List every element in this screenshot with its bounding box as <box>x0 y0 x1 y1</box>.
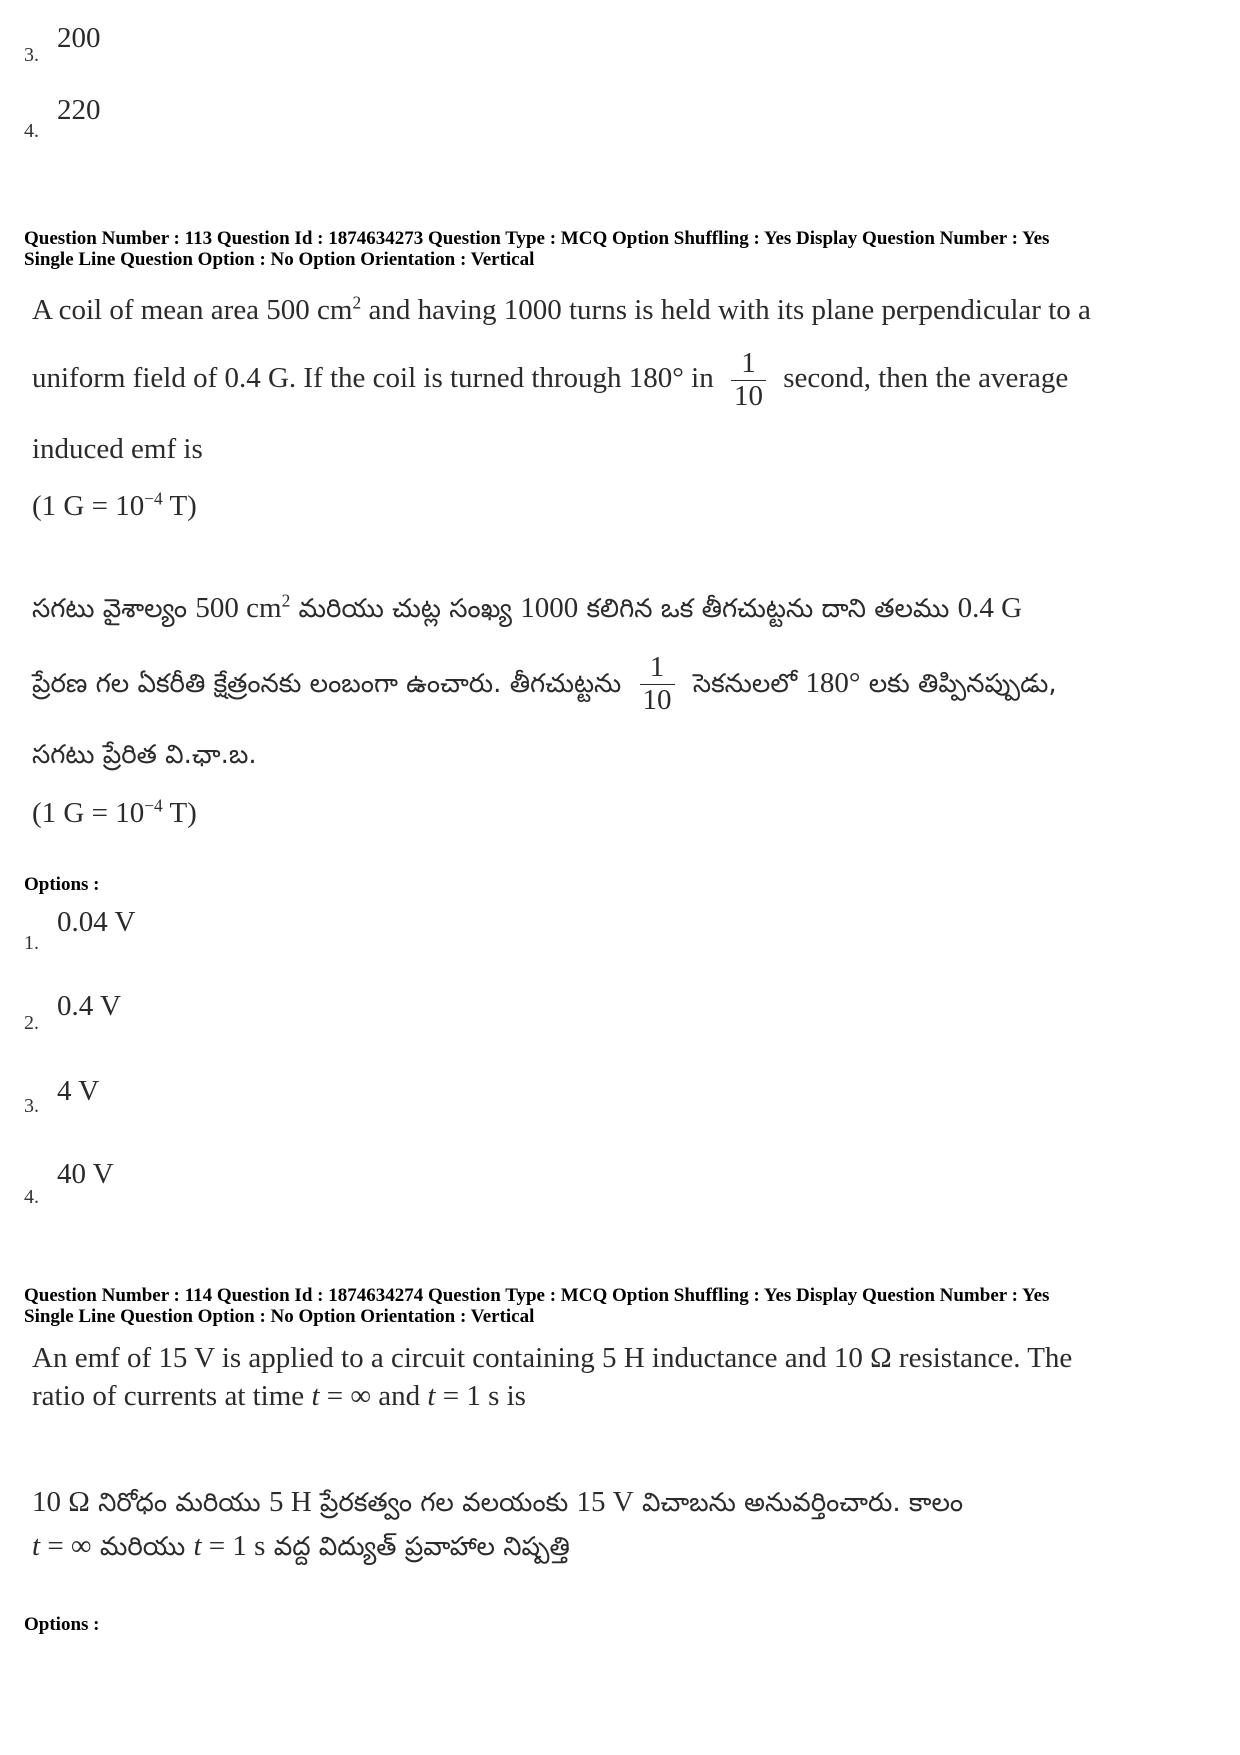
fraction: $\frac{1}{10}$ <box>640 652 675 717</box>
option-value: 0.4 V <box>57 990 121 1022</box>
question-meta-line-2: Single Line Question Option : No Option Orientation : Vertical <box>24 249 535 270</box>
option-number: 2. <box>24 1012 39 1034</box>
question-telugu-line-2: ప్రేరణ గల ఏకరీతి క్షేత్రంనకు లంబంగా ఉంచారు. తీగచుట్టను $\frac{1}{10}$ సెకనులలో 180° లకు తిప్పినప్పుడు, <box>32 651 1057 716</box>
question-meta-line-2: Single Line Question Option : No Option Orientation : Vertical <box>24 1306 535 1327</box>
option-4[interactable] <box>24 1158 114 1208</box>
option-number: 4. <box>24 120 39 142</box>
option-number: 3. <box>24 44 39 66</box>
option-number: 1. <box>24 932 39 954</box>
options-label: Options : <box>24 1614 100 1635</box>
question-english-line-4: (1 $G = 10^{-4}$ T) <box>32 488 197 522</box>
question-english-line-1: An emf of 15 V is applied to a circuit containing 5 H inductance and 10 Ω resistance. The <box>32 1342 1073 1374</box>
question-meta-line-1: Question Number : 114 Question Id : 1874634274 Question Type : MCQ Option Shuffling : Yes Display Question Number : Yes <box>24 1285 1050 1306</box>
question-meta <box>24 228 1049 270</box>
question-telugu-line-1: సగటు వైశాల్యం 500 $cm^2$ మరియు చుట్ల సంఖ్య 1000 కలిగిన ఒక తీగచుట్టను దాని తలము 0.4 G <box>32 590 1023 624</box>
option-value: 220 <box>57 94 101 126</box>
option-1[interactable] <box>24 906 136 954</box>
option-number: 3. <box>24 1095 39 1117</box>
option-value: 4 V <box>57 1075 100 1107</box>
question-telugu-line-4: (1 $G = 10^{-4}$ T) <box>32 795 197 829</box>
option-3[interactable] <box>24 1075 100 1117</box>
options-label: Options : <box>24 874 100 895</box>
prev-option-3 <box>24 22 101 66</box>
question-english-line-2: ratio of currents at time t = ∞ and t = 1 s is <box>32 1380 526 1412</box>
option-number: 4. <box>24 1186 39 1208</box>
question-meta-line-1: Question Number : 113 Question Id : 1874634273 Question Type : MCQ Option Shuffling : Yes Display Question Number : Yes <box>24 228 1050 249</box>
option-value: 0.04 V <box>57 906 136 938</box>
option-2[interactable] <box>24 990 121 1034</box>
option-value: 200 <box>57 22 101 54</box>
question-telugu-line-1: 10 Ω నిరోధం మరియు 5 H ప్రేరకత్వం గల వలయంకు 15 V విచాబను అనువర్తించారు. కాలం <box>32 1486 964 1518</box>
fraction: $\frac{1}{10}$ <box>731 348 766 413</box>
question-telugu-line-3: సగటు ప్రేరిత వి.ఛా.బ. <box>32 740 257 770</box>
option-value: 40 V <box>57 1158 114 1190</box>
question-telugu-line-2: t = ∞ మరియు t = 1 s వద్ద విద్యుత్ ప్రవాహాల నిష్పత్తి <box>32 1530 570 1562</box>
question-english-line-1: A coil of mean area 500 $cm^2$ and having 1000 turns is held with its plane perpendicular to a <box>32 292 1091 326</box>
question-english-line-2: uniform field of 0.4 G. If the coil is turned through 180° in $\frac{1}{10}$ second, then the average <box>32 347 1069 412</box>
question-english-line-3: induced emf is <box>32 433 203 465</box>
prev-option-4 <box>24 94 101 142</box>
question-meta <box>24 1285 1049 1327</box>
